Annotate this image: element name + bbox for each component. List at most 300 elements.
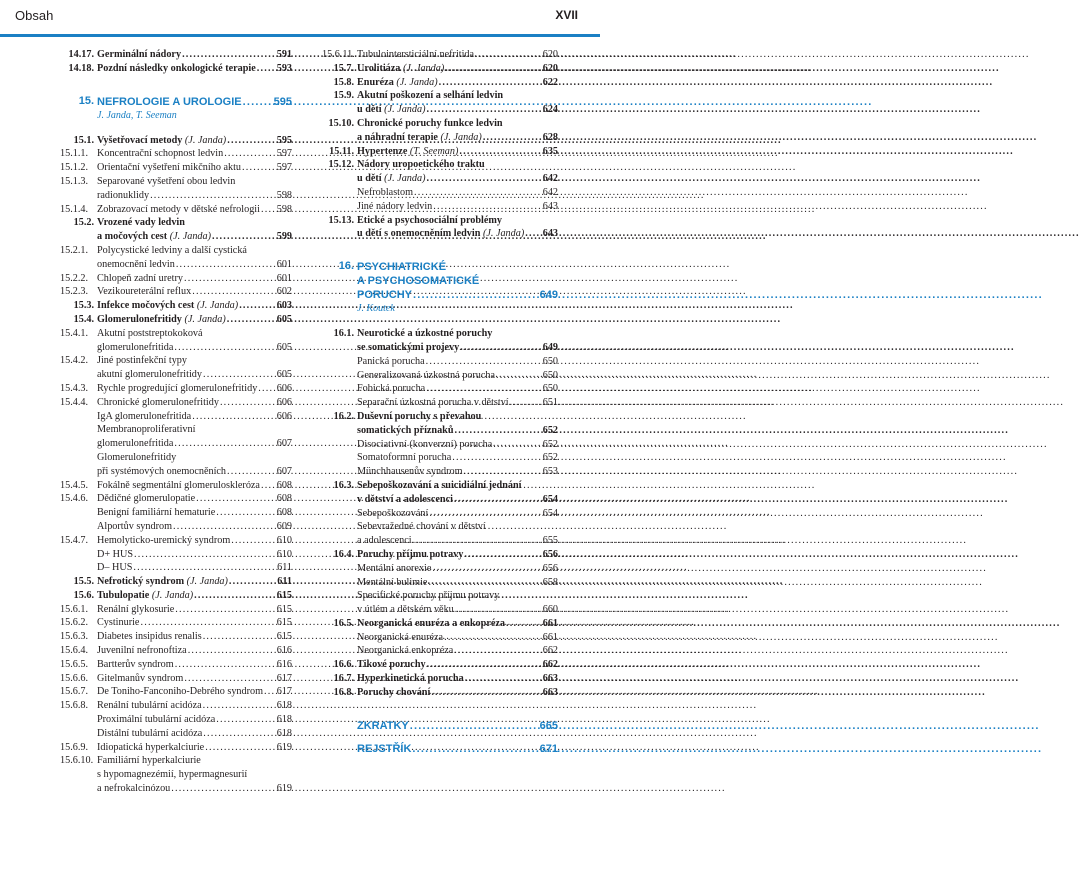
entry-text: Alportův syndrom: [97, 520, 172, 532]
toc-line: [97, 727, 292, 741]
page-ref[interactable]: 608: [276, 479, 292, 491]
entry-body: [357, 479, 558, 548]
page-ref[interactable]: 628: [542, 131, 558, 143]
entry-text: Fobická porucha: [357, 383, 426, 395]
entry-title: [357, 341, 459, 355]
entry-text: Renální glykosurie: [97, 603, 175, 615]
entry-title: [97, 230, 211, 244]
page-ref[interactable]: 642: [542, 186, 558, 198]
entry-title: [97, 313, 226, 327]
toc-entry[interactable]: [322, 658, 558, 672]
entry-title: [357, 382, 425, 396]
page-ref[interactable]: 605: [276, 341, 292, 353]
page-ref[interactable]: 602: [276, 286, 292, 298]
toc-entry[interactable]: [60, 354, 292, 382]
entry-title: [357, 658, 426, 672]
toc-entry[interactable]: [322, 479, 558, 548]
entry-text: Urolitiáza: [357, 62, 401, 74]
entry-title: [97, 396, 219, 410]
toc-entry[interactable]: [322, 89, 558, 117]
entry-body: [357, 76, 558, 90]
leader-dots: [455, 603, 542, 617]
leader-dots: [525, 227, 541, 241]
entry-body: [97, 754, 292, 795]
toc-entry[interactable]: [60, 285, 292, 299]
page-ref[interactable]: 622: [542, 76, 558, 88]
toc-line: [97, 713, 292, 727]
index-entry[interactable]: [322, 742, 558, 756]
page-ref[interactable]: 607: [276, 438, 292, 450]
page-ref[interactable]: 615: [276, 617, 292, 629]
toc-entry[interactable]: [60, 396, 292, 479]
entry-body: [97, 534, 292, 575]
toc-entry[interactable]: [60, 244, 292, 272]
page-ref[interactable]: 653: [542, 466, 558, 478]
page-ref[interactable]: 597: [276, 162, 292, 174]
entry-text: Juvenilní nefronoftiza: [97, 645, 187, 657]
toc-entry[interactable]: [322, 672, 558, 686]
toc-entry[interactable]: [322, 76, 558, 90]
toc-line: [357, 672, 558, 686]
toc-entry[interactable]: [322, 145, 558, 159]
spacer: [322, 315, 558, 327]
page-ref[interactable]: 617: [276, 672, 292, 684]
page-ref[interactable]: 619: [276, 741, 292, 753]
toc-entry[interactable]: [60, 644, 292, 658]
leader-dots: [459, 145, 541, 159]
entry-title: [97, 285, 191, 299]
entry-title: [97, 658, 174, 672]
leader-dots: [192, 410, 276, 424]
entry-title: [97, 520, 172, 534]
chapter-authors: J. Koutek: [357, 303, 395, 315]
page-ref[interactable]: 606: [276, 396, 292, 408]
toc-line: [97, 575, 292, 589]
entry-text: u dětí: [357, 104, 382, 116]
toc-entry[interactable]: [322, 158, 558, 213]
page-ref[interactable]: 665: [539, 719, 558, 732]
toc-line: [357, 131, 558, 145]
entry-text: Sebevražedné chování v dětství: [357, 521, 486, 533]
page-ref[interactable]: 611: [277, 562, 292, 574]
leader-dots: [174, 437, 275, 451]
section-number: 15.1.1.: [60, 148, 89, 160]
leader-dots: [258, 382, 275, 396]
section-number: 16.3.: [333, 479, 354, 491]
page-ref[interactable]: 650: [542, 369, 558, 381]
section-number: 16.1.: [333, 328, 354, 340]
leader-dots: [239, 299, 276, 313]
toc-entry[interactable]: [60, 616, 292, 630]
entry-body: [97, 741, 292, 755]
entry-text: Neorganická enuréza a enkopréza: [357, 617, 505, 629]
leader-dots: [413, 534, 542, 548]
entry-title: [357, 742, 411, 756]
leader-dots: [426, 382, 542, 396]
page-ref[interactable]: 618: [276, 700, 292, 712]
toc-entry[interactable]: [60, 62, 292, 76]
entry-title: [97, 437, 173, 451]
page-ref[interactable]: 656: [542, 562, 558, 574]
entry-text: Vezikoureterální reflux: [97, 286, 192, 298]
toc-entry[interactable]: [60, 534, 292, 575]
leader-dots: [426, 355, 542, 369]
toc-entry[interactable]: [60, 382, 292, 396]
toc-line: [357, 396, 558, 410]
toc-entry[interactable]: [60, 741, 292, 755]
leader-dots: [216, 713, 275, 727]
toc-line: [97, 354, 292, 368]
page-ref[interactable]: 651: [542, 397, 558, 409]
entry-author: (J. Janda): [440, 131, 482, 143]
leader-dots: [483, 131, 542, 145]
toc-entry[interactable]: [60, 175, 292, 203]
leader-dots: [205, 741, 276, 755]
entry-title: [357, 327, 492, 341]
page-ref[interactable]: 663: [542, 686, 558, 698]
toc-line: [97, 272, 292, 286]
leader-dots: [475, 48, 542, 62]
entry-title: [357, 48, 474, 62]
section-number: 15.4.: [73, 313, 94, 325]
toc-entry[interactable]: [322, 686, 558, 700]
page-ref[interactable]: 598: [276, 189, 292, 201]
toc-line: [357, 117, 558, 131]
toc-entry[interactable]: [60, 147, 292, 161]
entry-body: [357, 410, 558, 479]
section-number: 15.1.4.: [60, 203, 89, 215]
leader-dots: [454, 493, 542, 507]
page-ref[interactable]: 591: [276, 49, 292, 60]
toc-entry[interactable]: [60, 575, 292, 589]
toc-entry[interactable]: [322, 548, 558, 617]
leader-dots: [261, 203, 276, 217]
page-ref[interactable]: 620: [542, 49, 558, 60]
page-ref[interactable]: 650: [542, 355, 558, 367]
leader-dots: [194, 589, 276, 603]
entry-text: Hyperkinetická porucha: [357, 673, 464, 685]
page-ref[interactable]: 620: [542, 62, 558, 74]
page-ref[interactable]: 615: [276, 589, 292, 601]
page-ref[interactable]: 605: [276, 369, 292, 381]
entry-title: [97, 589, 193, 603]
entry-title: [357, 76, 438, 90]
section-number: 15.9.: [333, 90, 354, 102]
section-number: 15.11.: [329, 145, 354, 157]
page-ref[interactable]: 649: [539, 289, 558, 302]
entry-title: [97, 644, 187, 658]
toc-entry[interactable]: [60, 313, 292, 327]
running-title: Obsah: [15, 8, 54, 23]
toc-line: [97, 589, 292, 603]
page-ref[interactable]: 608: [276, 507, 292, 519]
entry-title: [357, 158, 485, 172]
toc-entry[interactable]: [322, 214, 558, 242]
entry-text: Münchhausenův syndrom: [357, 466, 463, 478]
page-ref[interactable]: 656: [542, 548, 558, 560]
section-number: 16.: [338, 260, 354, 273]
entry-text: Disociativní (konverzní) porucha: [357, 438, 493, 450]
toc-entry[interactable]: [60, 603, 292, 617]
leader-dots: [227, 313, 276, 327]
page-ref[interactable]: 655: [542, 535, 558, 547]
toc-line: [97, 754, 292, 768]
leader-dots: [171, 782, 275, 796]
leader-dots: [429, 507, 541, 521]
entry-text: Sebepoškozování a suicidiální jednání: [357, 479, 522, 491]
page-ref[interactable]: 654: [542, 507, 558, 519]
toc-entry[interactable]: [60, 492, 292, 533]
page-ref[interactable]: 635: [542, 145, 558, 157]
toc-entry[interactable]: [322, 62, 558, 76]
leader-dots: [465, 672, 542, 686]
page-ref[interactable]: 652: [542, 424, 558, 436]
page-ref[interactable]: 663: [542, 673, 558, 685]
toc-line: [357, 631, 558, 645]
toc-entry[interactable]: [322, 410, 558, 479]
toc-line: [357, 479, 558, 493]
page-ref[interactable]: 619: [276, 783, 292, 795]
page-ref[interactable]: 615: [276, 603, 292, 615]
entry-title: [357, 631, 443, 645]
page-ref[interactable]: 607: [276, 465, 292, 477]
toc-entry[interactable]: [60, 327, 292, 355]
toc-entry[interactable]: [60, 589, 292, 603]
page-ref[interactable]: 642: [542, 173, 558, 185]
entry-text: Nádory uropoetického traktu: [357, 159, 485, 171]
entry-body: [97, 630, 292, 644]
entry-text: Vrozené vady ledvin: [97, 217, 185, 229]
page-ref[interactable]: 595: [276, 134, 292, 146]
page-ref[interactable]: 599: [276, 231, 292, 243]
entry-body: [97, 244, 292, 272]
toc-line: [357, 48, 558, 62]
page-ref[interactable]: 654: [542, 493, 558, 505]
page-ref[interactable]: 611: [277, 576, 292, 588]
section-number: 15.6.7.: [60, 686, 89, 698]
page-ref[interactable]: 616: [276, 658, 292, 670]
entry-text: PORUCHY: [357, 289, 413, 302]
entry-text: Renální tubulární acidóza: [97, 700, 202, 712]
page-ref[interactable]: 618: [276, 727, 292, 739]
entry-author: (J. Janda): [384, 173, 426, 185]
toc-entry[interactable]: [60, 134, 292, 148]
page-ref[interactable]: 652: [542, 452, 558, 464]
toc-line: [97, 782, 292, 796]
page-ref[interactable]: 603: [276, 300, 292, 312]
entry-text: De Toniho-Fanconiho-Debrého syndrom: [97, 686, 264, 698]
entry-body: [357, 89, 558, 117]
page-ref[interactable]: 608: [276, 493, 292, 505]
page-ref[interactable]: 617: [276, 686, 292, 698]
page-ref[interactable]: 650: [542, 383, 558, 395]
toc-entry[interactable]: [322, 327, 558, 410]
section-number: 15.6.3.: [60, 631, 89, 643]
entry-text: Membranoproliferativní: [97, 424, 196, 436]
toc-entry[interactable]: [60, 272, 292, 286]
page-ref[interactable]: 610: [276, 534, 292, 546]
toc-line: [97, 95, 292, 109]
entry-body: [97, 658, 292, 672]
section-number: 15.13.: [328, 214, 354, 226]
entry-title: [357, 672, 464, 686]
toc-line: [97, 741, 292, 755]
leader-dots: [410, 719, 539, 733]
entry-text: Somatoformní porucha: [357, 452, 452, 464]
entry-title: [357, 507, 428, 521]
entry-title: [97, 561, 132, 575]
entry-title: [357, 172, 425, 186]
leader-dots: [455, 424, 542, 438]
toc-entry[interactable]: [60, 216, 292, 244]
entry-body: [97, 575, 292, 589]
toc-entry[interactable]: [60, 699, 292, 740]
toc-line: [97, 534, 292, 548]
entry-title: [357, 396, 509, 410]
page-ref[interactable]: 597: [276, 148, 292, 160]
entry-title: [357, 644, 453, 658]
toc-line: [357, 158, 558, 172]
entry-author: (T. Seeman): [409, 145, 459, 157]
entry-text: s hypomagnezémií, hypermagnesurií: [97, 769, 248, 781]
toc-line: [97, 616, 292, 630]
page-ref[interactable]: 661: [542, 631, 558, 643]
toc-line: [357, 424, 558, 438]
page-ref[interactable]: 605: [276, 313, 292, 325]
entry-text: Tikové poruchy: [357, 659, 426, 671]
chapter-heading[interactable]: [60, 95, 292, 122]
entry-text: PSYCHIATRICKÉ: [357, 261, 447, 274]
page-ref[interactable]: 598: [276, 203, 292, 215]
page-ref[interactable]: 660: [542, 604, 558, 616]
leader-dots: [493, 438, 541, 452]
page-ref[interactable]: 661: [542, 617, 558, 629]
toc-entry[interactable]: [322, 48, 558, 62]
leader-dots: [454, 644, 541, 658]
entry-body: [97, 62, 292, 76]
entry-text: Duševní poruchy s převahou: [357, 410, 482, 422]
section-number: 15.2.2.: [60, 272, 89, 284]
section-number: 15.1.2.: [60, 162, 89, 174]
entry-title: [97, 506, 215, 520]
entry-body: [97, 175, 292, 203]
entry-title: [357, 186, 413, 200]
page-ref[interactable]: 643: [542, 228, 558, 240]
page-ref[interactable]: 610: [276, 548, 292, 560]
toc-entry[interactable]: [60, 479, 292, 493]
page-ref[interactable]: 658: [542, 576, 558, 588]
toc-entry[interactable]: [60, 203, 292, 217]
page-ref[interactable]: 616: [276, 645, 292, 657]
toc-entry[interactable]: [60, 672, 292, 686]
page-ref[interactable]: 671: [539, 742, 558, 755]
toc-entry[interactable]: [60, 685, 292, 699]
chapter-heading[interactable]: [322, 260, 558, 315]
toc-entry[interactable]: [60, 658, 292, 672]
page-ref[interactable]: 601: [276, 258, 292, 270]
index-entry[interactable]: [322, 719, 558, 733]
toc-line: [357, 76, 558, 90]
entry-body: [357, 158, 558, 213]
toc-entry[interactable]: [60, 299, 292, 313]
toc-entry[interactable]: [322, 617, 558, 658]
page-ref[interactable]: 595: [273, 95, 292, 108]
entry-title: [97, 672, 183, 686]
toc-line: [357, 617, 558, 631]
page-ref[interactable]: 652: [542, 438, 558, 450]
page-ref[interactable]: 593: [276, 62, 292, 74]
entry-text: Enuréza: [357, 76, 394, 88]
leader-dots: [175, 603, 275, 617]
page-ref[interactable]: 662: [542, 659, 558, 671]
toc-line: [357, 200, 558, 214]
toc-line: [97, 658, 292, 672]
entry-title: [357, 369, 495, 383]
entry-text: Benigní familiární hematurie: [97, 507, 216, 519]
entry-author: (J. Janda): [184, 313, 226, 325]
entry-text: a močových cest: [97, 231, 168, 243]
entry-text: Tubulointersticiální nefritida: [357, 49, 475, 60]
toc-line: [97, 672, 292, 686]
page-ref[interactable]: 618: [276, 714, 292, 726]
page-ref[interactable]: 649: [542, 341, 558, 353]
page-ref[interactable]: 615: [276, 631, 292, 643]
entry-title: [357, 719, 409, 733]
entry-body: [357, 742, 558, 756]
entry-text: Hypertenze: [357, 145, 408, 157]
entry-title: [357, 451, 451, 465]
section-number: 15.2.3.: [60, 286, 89, 298]
page-ref[interactable]: 606: [276, 410, 292, 422]
entry-body: [97, 396, 292, 479]
toc-entry[interactable]: [322, 117, 558, 145]
entry-text: Glomerulonefritidy: [97, 313, 182, 325]
page-ref[interactable]: 662: [542, 645, 558, 657]
toc-entry[interactable]: [60, 754, 292, 795]
entry-text: Bartterův syndrom: [97, 658, 174, 670]
page-ref[interactable]: 624: [542, 104, 558, 116]
page-ref[interactable]: 606: [276, 382, 292, 394]
entry-text: a náhradní terapie: [357, 131, 438, 143]
leader-dots: [257, 62, 276, 76]
entry-author: (J. Janda): [384, 104, 426, 116]
page-ref[interactable]: 609: [276, 520, 292, 532]
toc-line: [97, 189, 292, 203]
entry-body: [97, 685, 292, 699]
toc-line: [357, 214, 558, 228]
leader-dots: [224, 147, 276, 161]
entry-title: [357, 145, 458, 159]
toc-line: [357, 327, 558, 341]
page-ref[interactable]: 601: [276, 272, 292, 284]
entry-title: [97, 548, 133, 562]
toc-entry[interactable]: [60, 48, 292, 62]
entry-title: [97, 258, 175, 272]
toc-entry[interactable]: [60, 630, 292, 644]
page-ref[interactable]: 643: [542, 200, 558, 212]
leader-dots: [216, 506, 275, 520]
toc-entry[interactable]: [60, 161, 292, 175]
entry-title: [97, 341, 173, 355]
entry-title: [357, 131, 482, 145]
toc-line: [357, 186, 558, 200]
entry-body: [97, 161, 292, 175]
entry-text: Proximální tubulární acidóza: [97, 714, 216, 726]
entry-title: [357, 410, 481, 424]
entry-text: D+ HUS: [97, 548, 134, 560]
leader-dots: [133, 561, 276, 575]
entry-text: Hemolyticko-uremický syndrom: [97, 534, 231, 546]
